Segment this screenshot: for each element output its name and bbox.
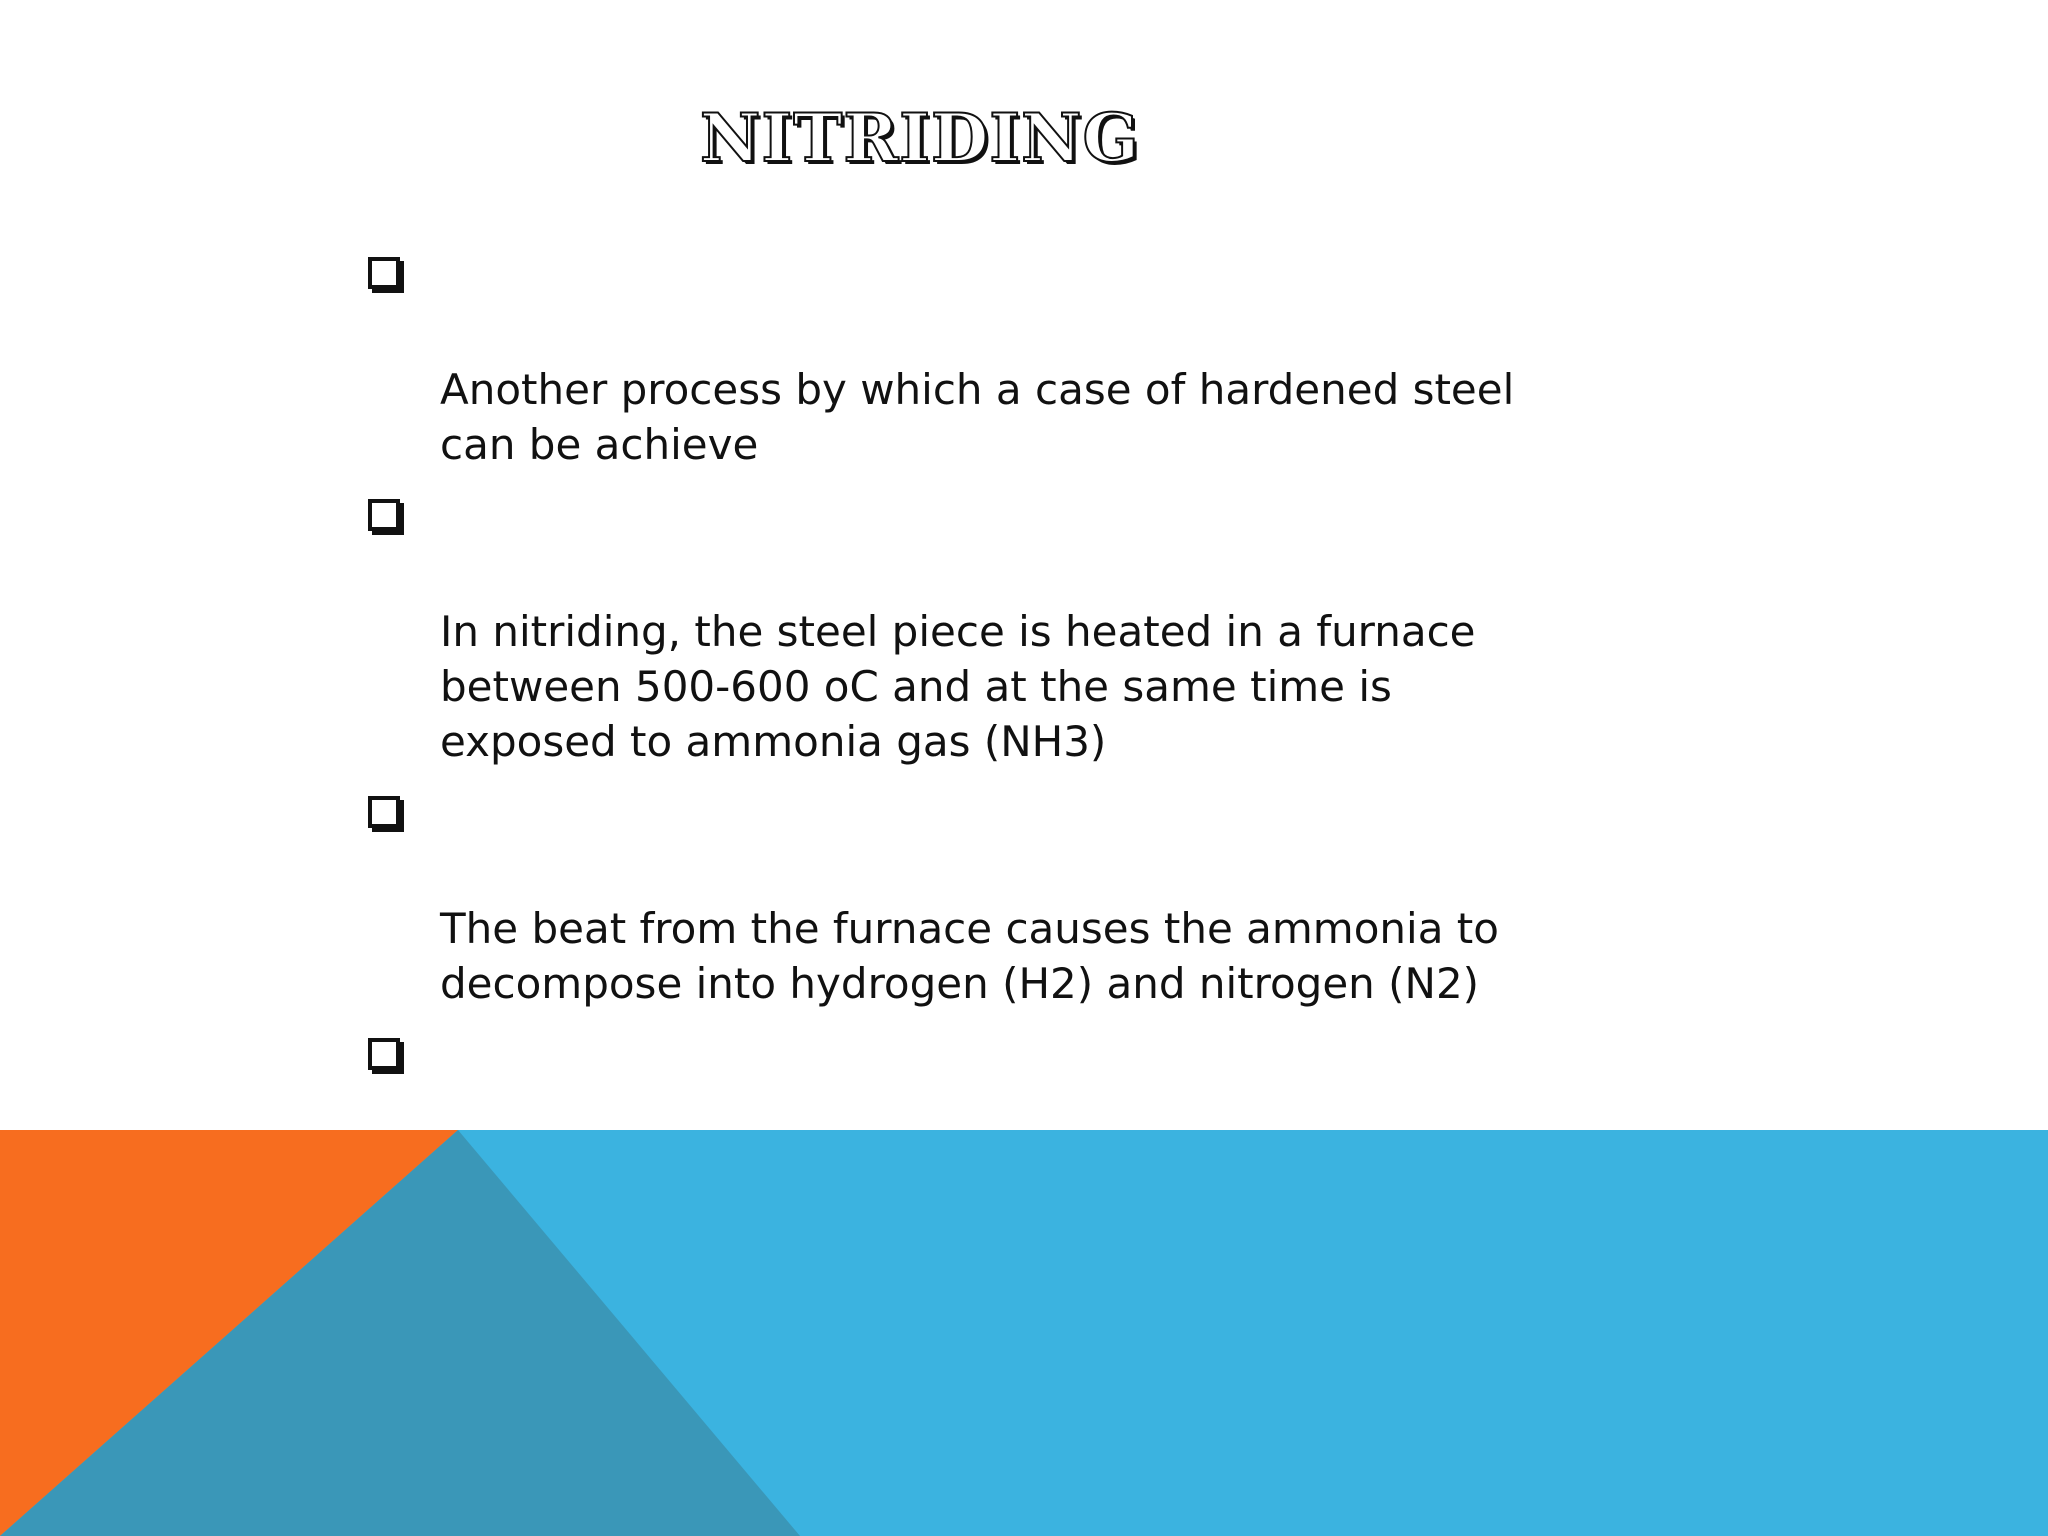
square-bullet-icon (368, 499, 400, 531)
square-bullet-icon (368, 796, 400, 828)
bullet-text: Another process by which a case of hardened steel can be achieve (440, 365, 1515, 469)
slide-title: NITRIDING (700, 99, 1140, 177)
list-item (360, 791, 1550, 1011)
bullet-text: The beat from the furnace causes the ammonia to decompose into hydrogen (H2) and nitrogen (N2) (440, 904, 1499, 1008)
list-item (360, 252, 1550, 472)
square-bullet-icon (368, 1038, 400, 1070)
bullet-text: In nitriding, the steel piece is heated in a furnace between 500-600 oC and at the same time is exposed to ammonia gas (NH3) (440, 607, 1476, 766)
square-bullet-icon (368, 257, 400, 289)
footer-decoration (0, 1130, 2048, 1536)
list-item (360, 494, 1550, 769)
